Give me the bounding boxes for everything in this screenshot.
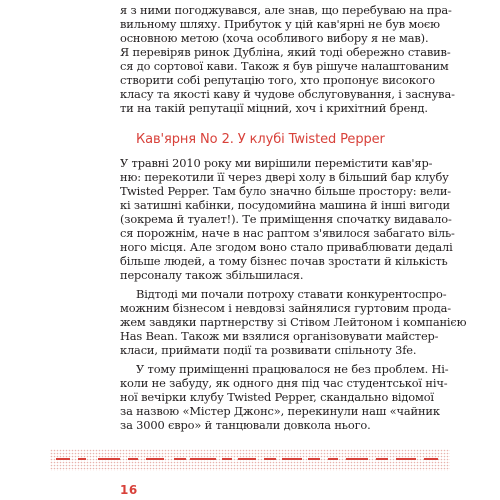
- body-text-line: вильному шляху. Прибуток у цій кав'ярні не був моєю: [120, 17, 440, 31]
- decorative-divider: [50, 449, 450, 471]
- body-text-line: ню: перекотили її через двері холу в більший бар клубу: [120, 170, 449, 184]
- body-text-line: за назвою «Містер Джонс», перекинули наш «чайник: [120, 404, 440, 418]
- body-text-line: ного місця. Але згодом воно стало приваблювати дедалі: [120, 240, 453, 254]
- body-text-line: ної вечірки клубу Twisted Pepper, скандально відомої: [120, 390, 434, 404]
- body-text-line: за 3000 євро» й танцювали довкола нього.: [120, 418, 371, 432]
- body-text-line: більше людей, а тому бізнес почав зростати й кількість: [120, 254, 448, 268]
- body-text-line: основною метою (хоча особливого вибору я не мав).: [120, 31, 429, 45]
- body-text-line: створити собі репутацію того, хто пропонує високого: [120, 73, 435, 87]
- body-text-line: Я перевіряв ринок Дубліна, який тоді обережно ставив-: [120, 45, 451, 59]
- section-heading: Кав'ярня No 2. У клубі Twisted Pepper: [136, 132, 385, 147]
- body-text-line: класи, приймати події та розвивати спільноту 3fe.: [120, 343, 417, 357]
- body-text-line: я з ними погоджувався, але знав, що перебуваю на пра-: [120, 3, 452, 17]
- page-number: 16: [120, 483, 138, 497]
- body-text-line: класу та якості каву й чудове обслуговування, і заснува-: [120, 87, 455, 101]
- body-text-line: (зокрема й туалет!). Те приміщення спочатку видавало-: [120, 212, 452, 226]
- body-text-line: У тому приміщенні працювалося не без проблем. Ні-: [136, 362, 449, 376]
- body-text-line: ся до сортової кави. Також я був рішуче налаштованим: [120, 59, 449, 73]
- body-text-line: коли не забуду, як одного дня під час студентської ніч-: [120, 376, 448, 390]
- body-text-line: ти на такій репутації міцний, хоч і крихітний бренд.: [120, 101, 428, 115]
- body-text-line: можним бізнесом і невдовзі зайнялися гуртовим прода-: [120, 301, 451, 315]
- body-text-line: У травні 2010 року ми вирішили перемістити кав'яр-: [120, 156, 433, 170]
- body-text-line: ся порожнім, наче в нас раптом з'явилося забагато віль-: [120, 226, 455, 240]
- body-text-line: Відтоді ми почали потроху ставати конкурентоспро-: [136, 287, 447, 301]
- body-text-line: Has Bean. Також ми взялися організовувати майстер-: [120, 329, 439, 343]
- body-text-line: жем завдяки партнерству зі Стівом Лейтоном і компанією: [120, 315, 467, 329]
- body-text-line: Twisted Pepper. Там було значно більше простору: вели-: [120, 184, 452, 198]
- body-text-line: персоналу також збільшилася.: [120, 268, 304, 282]
- body-text-line: кі затишні кабінки, посудомийна машина й інші вигоди: [120, 198, 450, 212]
